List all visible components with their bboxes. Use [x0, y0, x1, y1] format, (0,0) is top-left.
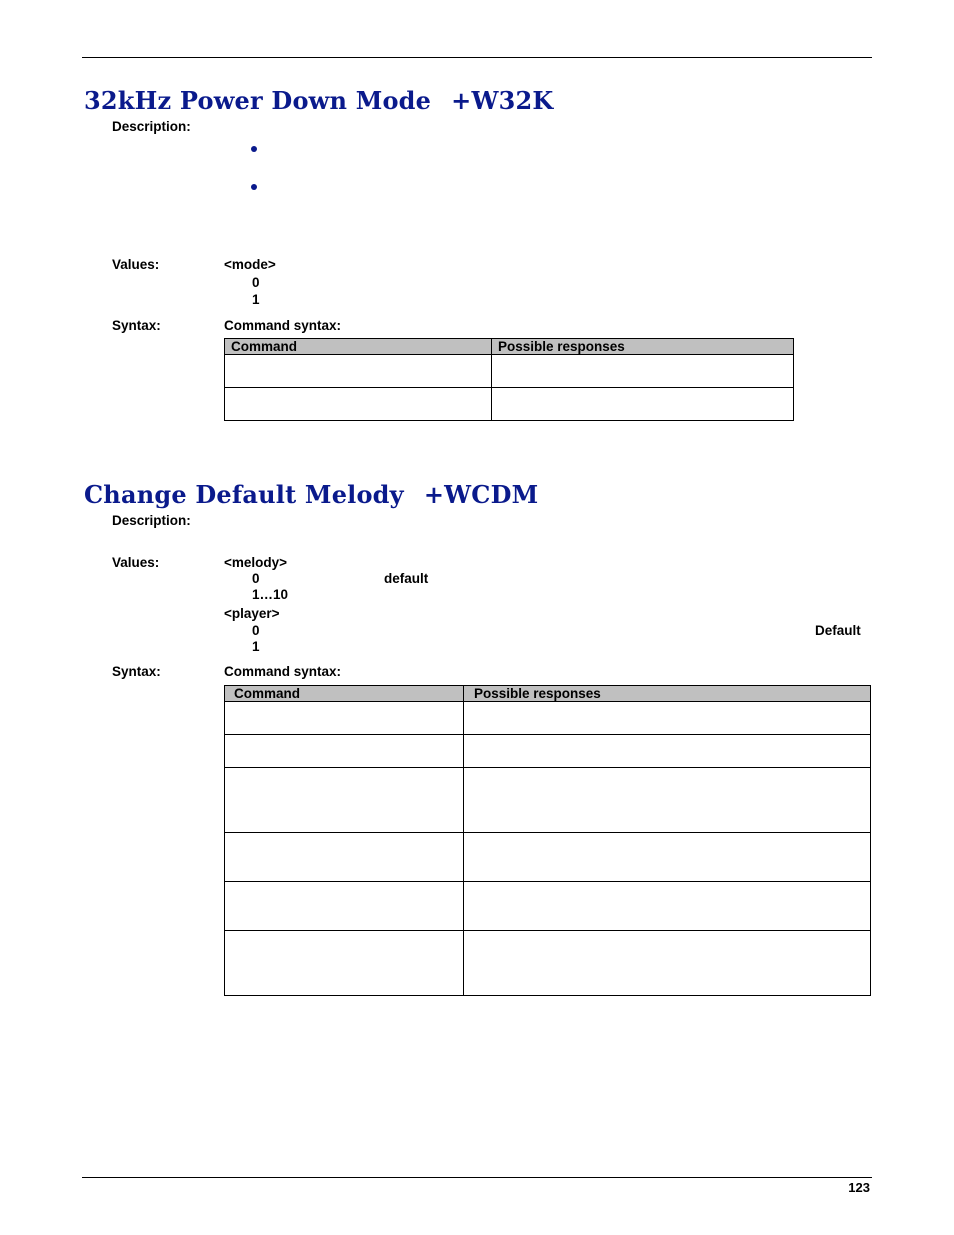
description-label: Description:	[112, 119, 191, 134]
mode-option-0: 0	[252, 275, 260, 290]
header-rule	[82, 57, 872, 58]
param-mode: <mode>	[224, 257, 276, 272]
player-option-0: 0	[252, 623, 260, 638]
table-cell	[492, 355, 794, 388]
mode-option-1: 1	[252, 292, 260, 307]
section-title-wcdm	[84, 480, 538, 509]
page-number: 123	[848, 1180, 870, 1195]
values-label: Values:	[112, 257, 160, 272]
section-command: +W32K	[451, 86, 554, 115]
param-player: <player>	[224, 606, 280, 621]
table-cell	[464, 882, 871, 931]
table-cell	[225, 882, 464, 931]
section-title-w32k	[84, 86, 553, 115]
command-table-w32k	[224, 338, 794, 421]
table-cell	[464, 702, 871, 735]
syntax-label: Syntax:	[112, 664, 161, 679]
table-cell	[225, 833, 464, 882]
values-label: Values:	[112, 555, 160, 570]
table-cell	[225, 735, 464, 768]
table-row	[225, 931, 871, 996]
header-possible-responses: Possible responses	[464, 686, 871, 702]
player-option-1: 1	[252, 639, 260, 654]
footer-rule	[82, 1177, 872, 1178]
table-cell	[464, 833, 871, 882]
description-label: Description:	[112, 513, 191, 528]
table-cell	[225, 355, 492, 388]
melody-default-tag: default	[384, 571, 429, 586]
table-cell	[464, 931, 871, 996]
header-command: Command	[225, 686, 464, 702]
section-command: +WCDM	[423, 480, 539, 509]
param-melody: <melody>	[224, 555, 288, 570]
table-header-row	[225, 686, 871, 702]
table-row	[225, 882, 871, 931]
table-cell	[464, 735, 871, 768]
syntax-label: Syntax:	[112, 318, 161, 333]
melody-option-range: 1…10	[252, 587, 289, 602]
command-table-wcdm	[224, 685, 871, 996]
header-command: Command	[225, 339, 492, 355]
table-row	[225, 768, 871, 833]
table-row	[225, 388, 794, 421]
table-row	[225, 833, 871, 882]
melody-option-0: 0	[252, 571, 260, 586]
table-header-row	[225, 339, 794, 355]
table-cell	[464, 768, 871, 833]
table-cell	[225, 388, 492, 421]
section-title-text: 32kHz Power Down Mode	[84, 86, 432, 115]
table-cell	[225, 768, 464, 833]
table-cell	[225, 931, 464, 996]
table-row	[225, 355, 794, 388]
syntax-caption: Command syntax:	[224, 664, 342, 679]
bullet-icon	[251, 146, 257, 152]
bullet-icon	[251, 184, 257, 190]
player-default-tag: Default	[815, 623, 861, 638]
table-cell	[225, 702, 464, 735]
table-row	[225, 735, 871, 768]
header-possible-responses: Possible responses	[492, 339, 794, 355]
section-title-text: Change Default Melody	[84, 480, 404, 509]
table-cell	[492, 388, 794, 421]
table-row	[225, 702, 871, 735]
syntax-caption: Command syntax:	[224, 318, 342, 333]
